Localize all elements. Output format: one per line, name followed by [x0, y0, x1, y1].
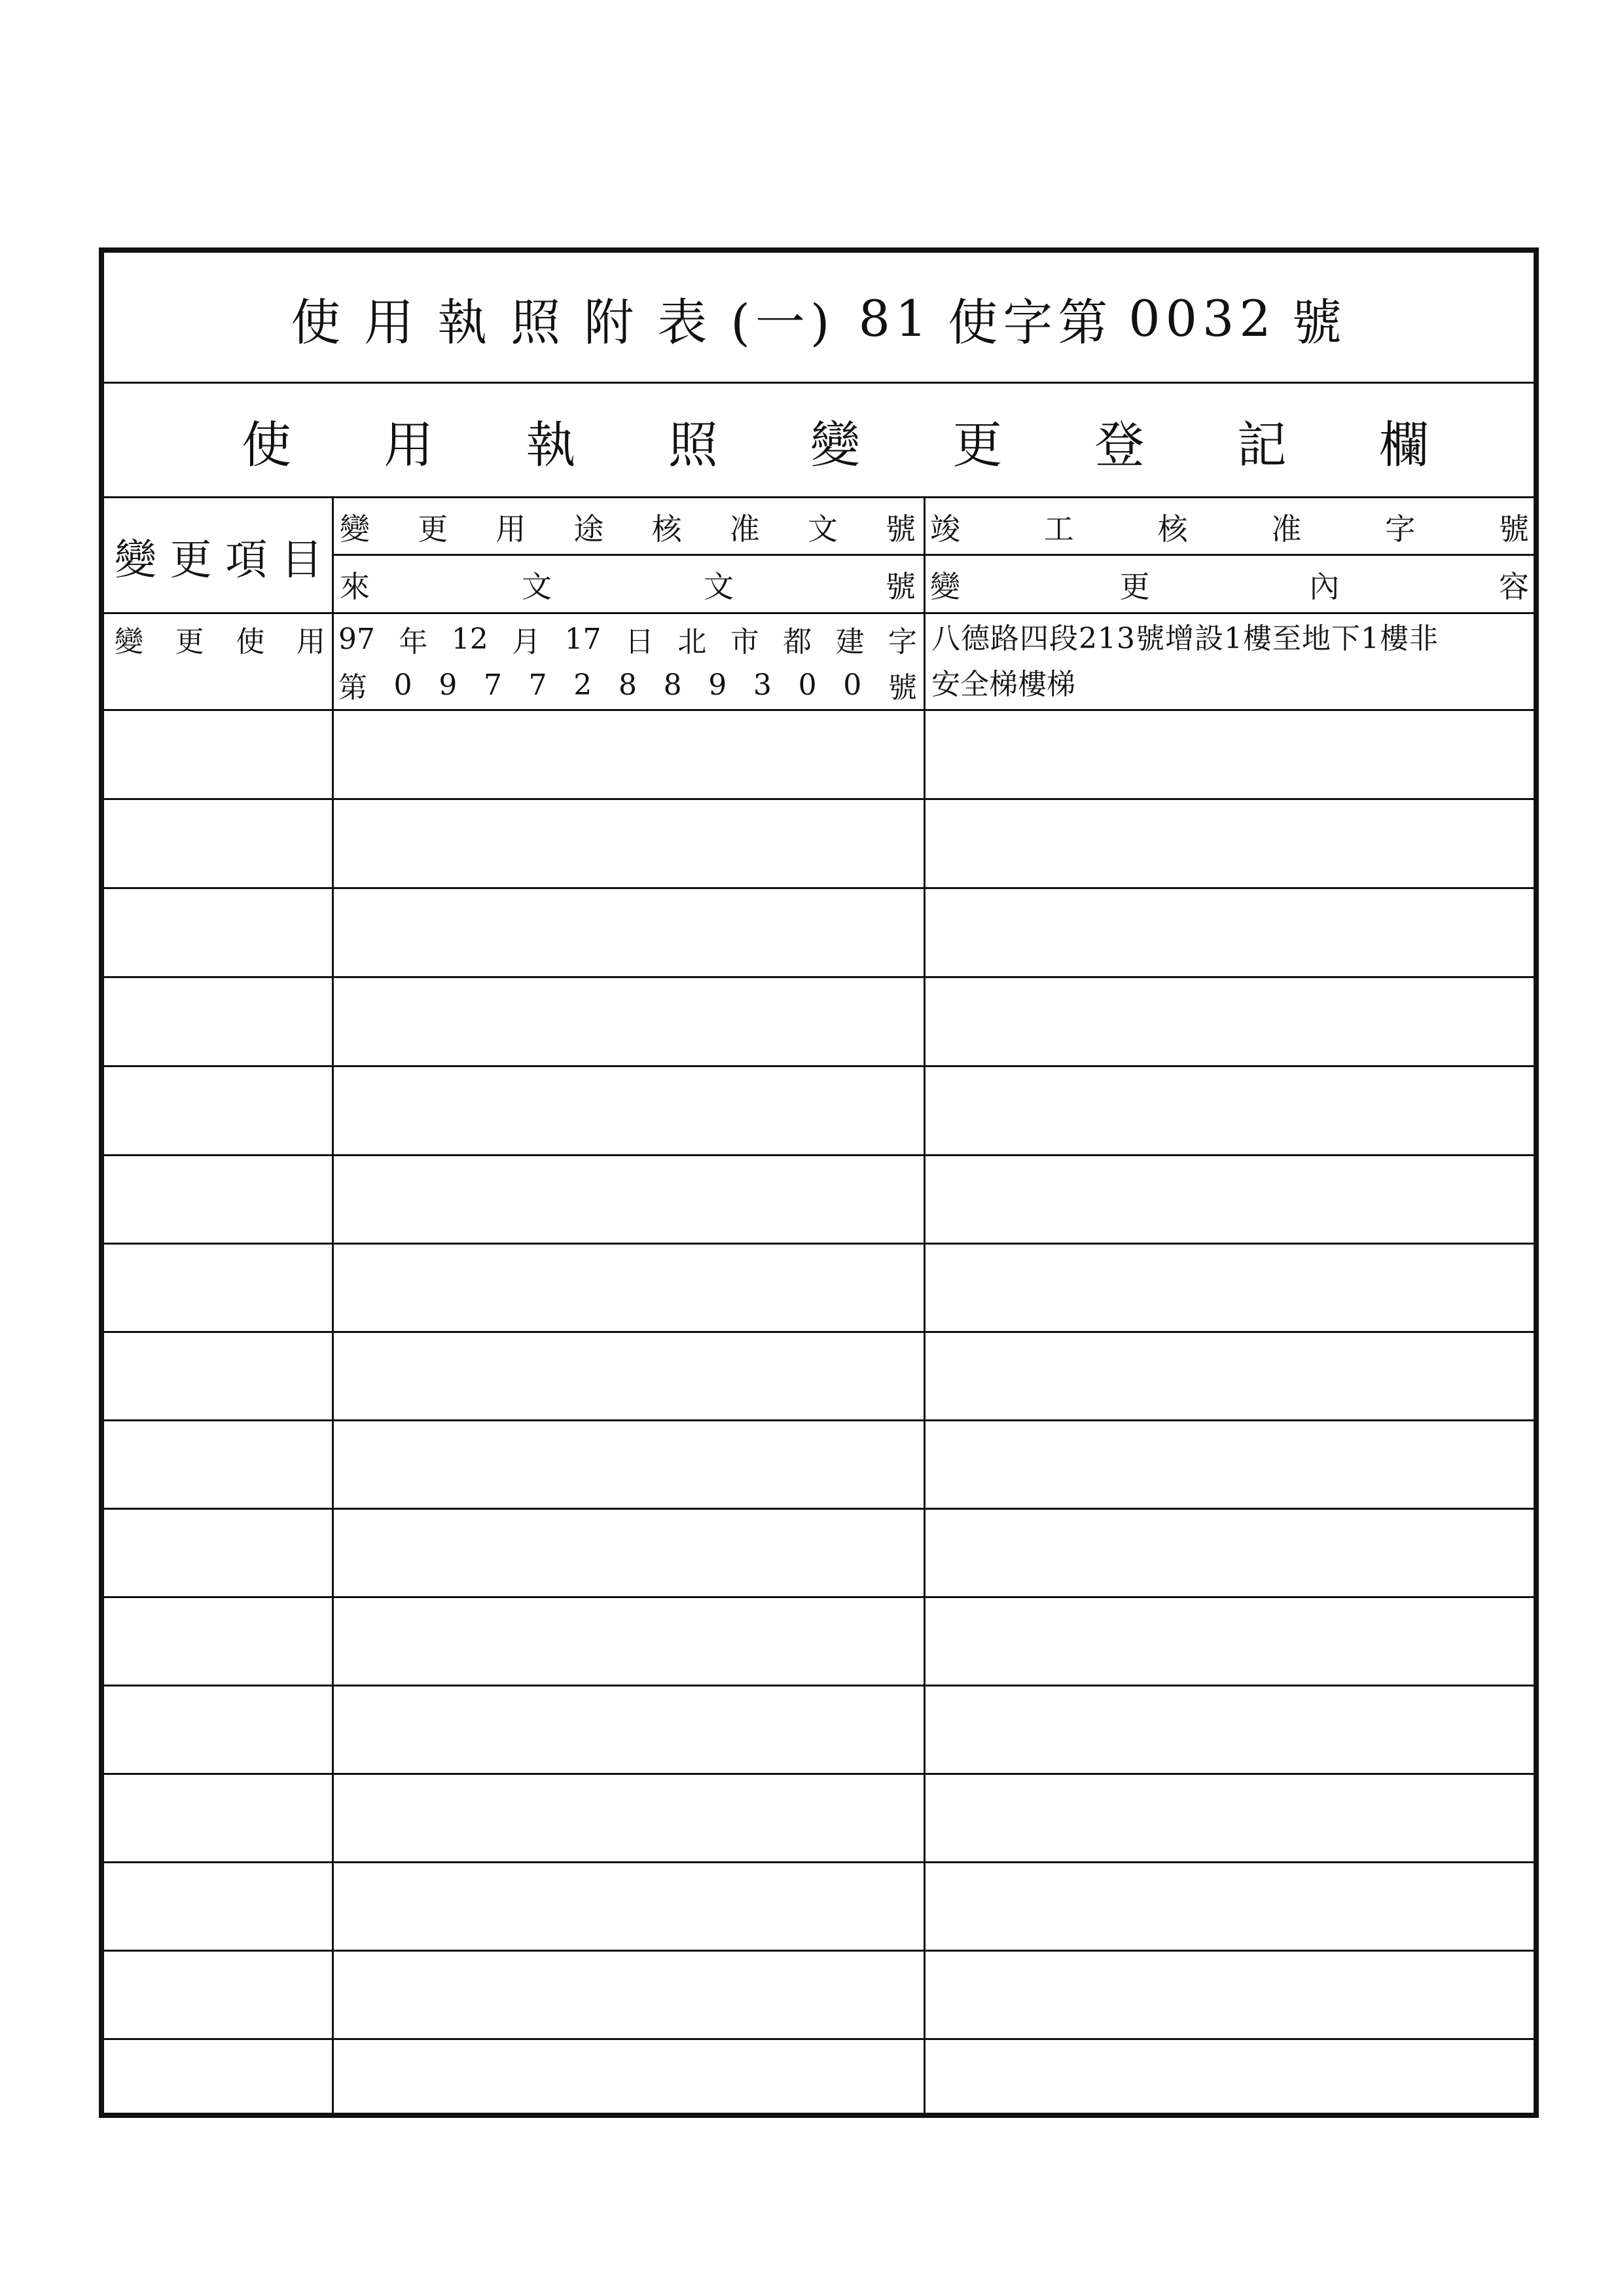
- header-change-content: 變 更 內 容: [930, 568, 1529, 604]
- title-code: 0032: [1128, 289, 1276, 348]
- title-suffix-b: 號: [1291, 293, 1347, 352]
- row-1-content-line-2: 安全梯樓梯: [931, 668, 1075, 701]
- subtitle-char: 變: [810, 416, 860, 474]
- title-prefix: 使用執照附表: [291, 293, 731, 352]
- form-subtitle: [104, 384, 1534, 498]
- header-incoming-doc-no: 來 文 文 號: [340, 568, 916, 604]
- row-1-doc-line-1: 97 年 12 月 17 日 北 市 都 建 字: [338, 622, 917, 659]
- subtitle-char: 執: [526, 416, 576, 474]
- title-number: 81: [858, 289, 933, 348]
- subtitle-char: 用: [384, 416, 434, 474]
- header-approval-doc-no: 變 更 用 途 核 准 文 號: [340, 511, 916, 547]
- row-1-doc-line-2: 第 0 9 7 7 2 8 8 9 3 0 0 號: [338, 668, 917, 704]
- row-1-content-line-1: 八德路四段213號增設1樓至地下1樓非: [931, 622, 1439, 655]
- license-attachment-form: [99, 247, 1539, 2118]
- subtitle-char: 登: [1094, 416, 1145, 474]
- subtitle-char: 使: [242, 416, 291, 474]
- header-change-item: 變 更 項 目: [115, 536, 323, 585]
- subtitle-char: 記: [1236, 416, 1287, 474]
- form-title: [104, 253, 1534, 384]
- header-completion-no: 竣 工 核 准 字 號: [930, 511, 1529, 547]
- subtitle-char: 欄: [1379, 416, 1429, 474]
- subtitle-char: 照: [668, 416, 718, 474]
- title-paren: (一): [730, 293, 835, 352]
- row-1-item: 變 更 使 用: [115, 625, 325, 659]
- subtitle-char: 更: [952, 416, 1003, 474]
- title-suffix-a: 使字第: [948, 293, 1113, 352]
